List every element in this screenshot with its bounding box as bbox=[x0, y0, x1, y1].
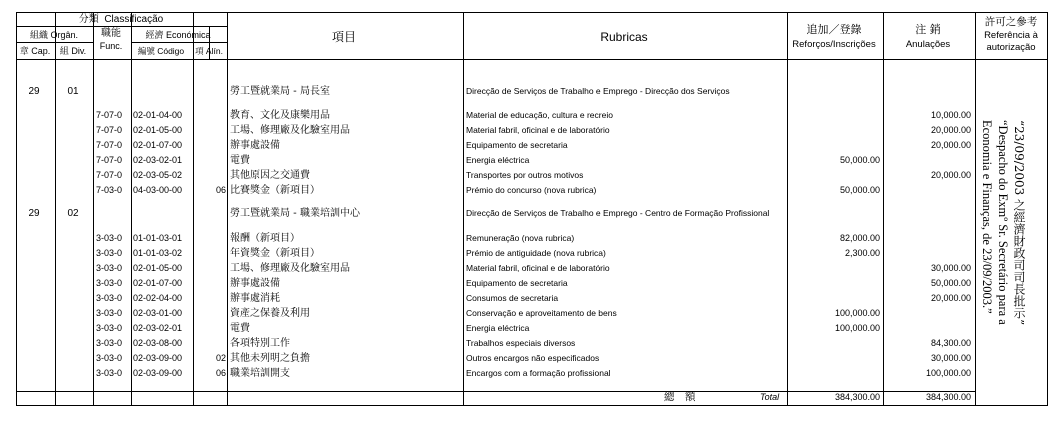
cell-cap: 29 bbox=[28, 86, 40, 97]
cell-func: 7-07-0 bbox=[96, 125, 123, 135]
alinea-header: 項 Alín. bbox=[195, 46, 223, 56]
header-bottom-rule bbox=[17, 59, 1047, 60]
authorization-line-zh: “23/09/2003 之經濟財政司司長批示” bbox=[1012, 120, 1026, 326]
cell-code: 02-01-04-00 bbox=[133, 110, 183, 120]
cell-rubrica: Transportes por outros motivos bbox=[466, 170, 584, 180]
cell-func: 3-03-0 bbox=[96, 248, 123, 258]
cell-rubrica: Trabalhos especiais diversos bbox=[466, 338, 576, 348]
authorization-line-pt1: “Despacho do Exmº Sr. Secretário para a bbox=[996, 120, 1010, 325]
cell-func: 3-03-0 bbox=[96, 308, 123, 318]
classificacao-header: 分類 Classificação bbox=[78, 14, 164, 25]
cell-item: 電費 bbox=[230, 323, 250, 334]
cell-rubrica: Direcção de Serviços de Trabalho e Emprego - Direcção dos Serviços bbox=[466, 86, 730, 96]
cell-rubrica: Material fabril, oficinal e de laboratório bbox=[466, 125, 610, 135]
cell-func: 7-03-0 bbox=[96, 185, 123, 195]
cell-rubrica: Direcção de Serviços de Trabalho e Emprego - Centro de Formação Profissional bbox=[466, 208, 770, 218]
reforcos-header-pt: Reforços/Inscrições bbox=[792, 39, 876, 50]
cell-rubrica: Material fabril, oficinal e de laboratório bbox=[466, 263, 610, 273]
cell-anulacao: 84,300.00 bbox=[930, 338, 971, 348]
cell-rubrica: Energia eléctrica bbox=[466, 155, 530, 165]
cell-item: 比賽獎金（新項目） bbox=[230, 185, 320, 196]
item-header: 項目 bbox=[331, 30, 356, 44]
total-reforco: 384,300.00 bbox=[834, 392, 880, 402]
header-rule bbox=[131, 42, 227, 43]
cell-item: 工場、修理廠及化驗室用品 bbox=[230, 125, 350, 136]
cell-anulacao: 100,000.00 bbox=[925, 368, 971, 378]
cell-item: 教育、文化及康樂用品 bbox=[230, 110, 330, 121]
codigo-header: 編號 Código bbox=[137, 46, 185, 56]
cell-reforco: 100,000.00 bbox=[834, 308, 880, 318]
cell-item: 年資獎金（新項目） bbox=[230, 248, 320, 259]
cell-alin: 06 bbox=[215, 368, 226, 378]
cell-code: 04-03-00-00 bbox=[133, 185, 183, 195]
cell-rubrica: Prémio do concurso (nova rubrica) bbox=[466, 185, 597, 195]
cell-item: 資產之保養及利用 bbox=[230, 308, 310, 319]
total-label-pt: Total bbox=[760, 392, 780, 402]
cell-alin: 06 bbox=[215, 185, 226, 195]
cell-code: 01-01-03-01 bbox=[133, 233, 183, 243]
cell-code: 02-01-05-00 bbox=[133, 263, 183, 273]
anulacoes-header-zh: 注 銷 bbox=[915, 23, 941, 36]
authorization-reference bbox=[968, 120, 1030, 340]
column-divider bbox=[93, 13, 94, 405]
cell-anulacao: 10,000.00 bbox=[930, 110, 971, 120]
cell-func: 7-07-0 bbox=[96, 155, 123, 165]
cell-code: 02-03-02-01 bbox=[133, 323, 183, 333]
cell-item: 辦事處消耗 bbox=[230, 293, 280, 304]
cell-item: 辦事處設備 bbox=[230, 140, 280, 151]
cell-func: 3-03-0 bbox=[96, 263, 123, 273]
cell-func: 3-03-0 bbox=[96, 293, 123, 303]
cell-item: 其他未列明之負擔 bbox=[230, 353, 310, 364]
cell-rubrica: Outros encargos não especificados bbox=[466, 353, 600, 363]
cell-div: 02 bbox=[67, 208, 79, 219]
cell-alin: 02 bbox=[215, 353, 226, 363]
cell-func: 3-03-0 bbox=[96, 323, 123, 333]
cell-code: 02-03-02-01 bbox=[133, 155, 183, 165]
reforcos-header-zh: 追加／登錄 bbox=[806, 23, 862, 36]
ref-header-zh: 許可之參考 bbox=[984, 16, 1038, 28]
cell-code: 02-02-04-00 bbox=[133, 293, 183, 303]
ref-header-pt1: Referência à bbox=[984, 30, 1038, 41]
cell-item: 報酬（新項目） bbox=[230, 233, 300, 244]
cell-item: 勞工暨就業局 - 職業培訓中心 bbox=[230, 208, 360, 219]
cell-func: 3-03-0 bbox=[96, 368, 123, 378]
cell-code: 02-03-08-00 bbox=[133, 338, 183, 348]
cell-anulacao: 20,000.00 bbox=[930, 140, 971, 150]
cell-item: 其他原因之交通費 bbox=[230, 170, 310, 181]
economica-header: 經濟 Económica bbox=[145, 30, 211, 40]
cell-rubrica: Remuneração (nova rubrica) bbox=[466, 233, 575, 243]
cell-reforco: 82,000.00 bbox=[839, 233, 880, 243]
cell-code: 02-01-05-00 bbox=[133, 125, 183, 135]
cell-func: 3-03-0 bbox=[96, 338, 123, 348]
cell-rubrica: Equipamento de secretaria bbox=[466, 278, 568, 288]
cell-code: 02-01-07-00 bbox=[133, 140, 183, 150]
column-divider bbox=[463, 13, 464, 405]
cell-code: 02-03-05-02 bbox=[133, 170, 183, 180]
cell-anulacao: 30,000.00 bbox=[930, 353, 971, 363]
anulacoes-header-pt: Anulações bbox=[905, 39, 951, 50]
cell-func: 3-03-0 bbox=[96, 233, 123, 243]
column-divider bbox=[787, 13, 788, 405]
cell-code: 02-03-01-00 bbox=[133, 308, 183, 318]
total-anulacao: 384,300.00 bbox=[925, 392, 971, 402]
funcional-header-pt: Func. bbox=[99, 41, 123, 51]
cap-header: 章 Cap. bbox=[19, 46, 51, 56]
organica-header: 組織 Orgân. bbox=[29, 30, 78, 40]
cell-item: 勞工暨就業局 - 局長室 bbox=[230, 86, 330, 97]
header-rule bbox=[17, 26, 227, 27]
cell-func: 3-03-0 bbox=[96, 278, 123, 288]
cell-div: 01 bbox=[67, 86, 79, 97]
cell-reforco: 2,300.00 bbox=[844, 248, 880, 258]
column-divider bbox=[193, 13, 194, 405]
header-rule bbox=[17, 42, 93, 43]
funcional-header-zh: 職能 bbox=[101, 28, 121, 39]
cell-rubrica: Prémio de antiguidade (nova rubrica) bbox=[466, 248, 606, 258]
cell-reforco: 100,000.00 bbox=[834, 323, 880, 333]
cell-item: 辦事處設備 bbox=[230, 278, 280, 289]
cell-func: 3-03-0 bbox=[96, 353, 123, 363]
cell-rubrica: Encargos com a formação profissional bbox=[466, 368, 611, 378]
cell-anulacao: 20,000.00 bbox=[930, 125, 971, 135]
cell-rubrica: Conservação e aproveitamento de bens bbox=[466, 308, 617, 318]
cell-rubrica: Equipamento de secretaria bbox=[466, 140, 568, 150]
ref-header-pt2: autorização bbox=[986, 42, 1036, 53]
cell-cap: 29 bbox=[28, 208, 40, 219]
div-header: 組 Div. bbox=[59, 46, 87, 56]
cell-code: 01-01-03-02 bbox=[133, 248, 183, 258]
cell-item: 職業培訓開支 bbox=[230, 368, 290, 379]
cell-func: 7-07-0 bbox=[96, 140, 123, 150]
cell-anulacao: 30,000.00 bbox=[930, 263, 971, 273]
cell-anulacao: 50,000.00 bbox=[930, 278, 971, 288]
cell-item: 工場、修理廠及化驗室用品 bbox=[230, 263, 350, 274]
cell-rubrica: Energia eléctrica bbox=[466, 323, 530, 333]
column-divider bbox=[131, 13, 132, 405]
cell-anulacao: 20,000.00 bbox=[930, 293, 971, 303]
cell-reforco: 50,000.00 bbox=[839, 185, 880, 195]
cell-item: 各項特別工作 bbox=[230, 338, 290, 349]
authorization-line-pt2: Economia e Finanças, de 23/09/2003.” bbox=[980, 120, 994, 314]
column-divider bbox=[55, 13, 56, 405]
column-divider bbox=[227, 13, 228, 405]
cell-code: 02-03-09-00 bbox=[133, 353, 183, 363]
cell-reforco: 50,000.00 bbox=[839, 155, 880, 165]
cell-func: 7-07-0 bbox=[96, 170, 123, 180]
cell-rubrica: Consumos de secretaria bbox=[466, 293, 559, 303]
cell-rubrica: Material de educação, cultura e recreio bbox=[466, 110, 613, 120]
rubricas-header: Rubricas bbox=[600, 30, 648, 44]
cell-item: 電費 bbox=[230, 155, 250, 166]
cell-anulacao: 20,000.00 bbox=[930, 170, 971, 180]
cell-code: 02-03-09-00 bbox=[133, 368, 183, 378]
total-label-zh: 總 額 bbox=[664, 391, 696, 403]
cell-func: 7-07-0 bbox=[96, 110, 123, 120]
cell-code: 02-01-07-00 bbox=[133, 278, 183, 288]
